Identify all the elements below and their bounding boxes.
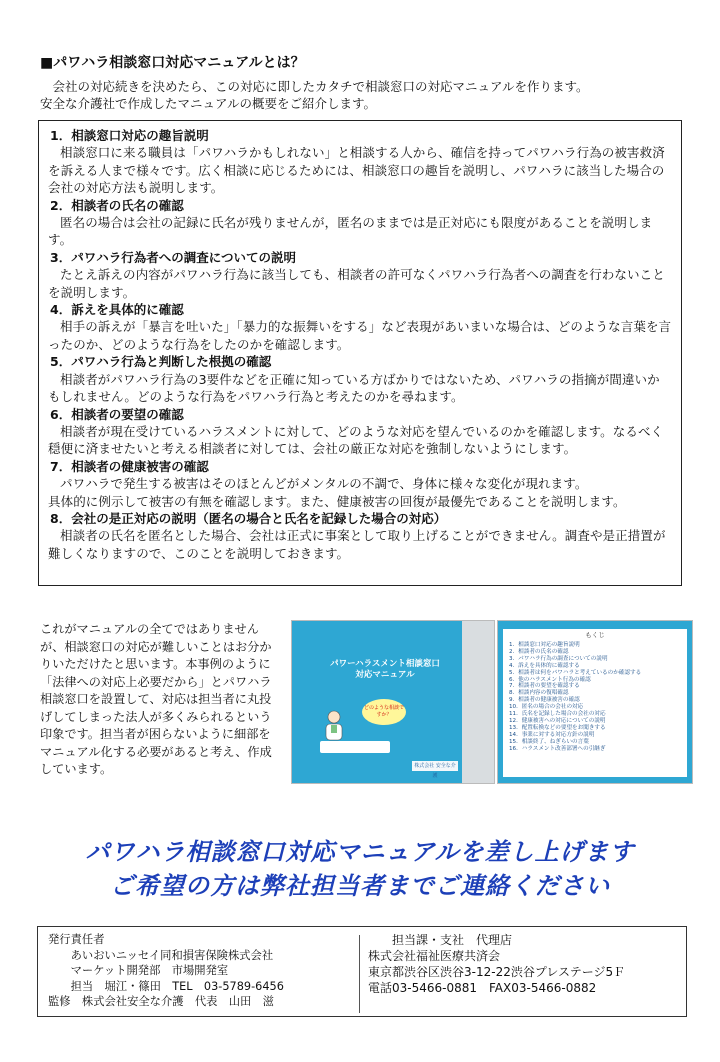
- toc-item: 4．訴えを具体的に確認する: [509, 662, 580, 669]
- agency-line: 東京都渋谷区渋谷3-12-22渋谷プレステージ5Ｆ: [368, 965, 626, 979]
- section-body: たとえ訴えの内容がパワハラ行為に該当しても、相談者の許可なくパワハラ行為者への調査を行わないことを説明します。: [48, 267, 665, 300]
- section-title: 8．会社の是正対応の説明（匿名の場合と氏名を記録した場合の対応）: [50, 510, 447, 526]
- publisher-line: 監修 株式会社安全な介護 代表 山田 滋: [48, 995, 274, 1008]
- toc-item: 12．健康被害への対応についての説明: [509, 717, 606, 724]
- offer-banner-line: ご希望の方は弊社担当者までご連絡ください: [110, 872, 610, 900]
- publisher-info: [48, 932, 284, 1010]
- toc-item: 6．他のハラスメント行為の確認: [509, 676, 591, 683]
- manual-cover-thumbnail: [291, 620, 495, 784]
- section-body: 相談者が現在受けているハラスメントに対して、どのような対応を望んでいるのかを確認します。なるべく穏便に済ませたいと考える相談者に対しては、会社の厳正な対応を強制しないようにします。: [48, 423, 664, 457]
- agency-line: 株式会社福祉医療共済会: [368, 949, 501, 963]
- toc-item: 1．相談窓口対応の趣旨説明: [509, 642, 580, 648]
- toc-item: 8．相談内容の復唱確認: [509, 690, 569, 697]
- cover-title-line: パワーハラスメント相談窓口: [330, 659, 440, 669]
- intro-line: 会社の対応続きを決めたら、この対応に即したカタチで相談窓口の対応マニュアルを作ります。: [40, 79, 589, 94]
- section-title: 4．訴えを具体的に確認: [50, 302, 184, 318]
- section-body: 匿名の場合は会社の記録に氏名が残りませんが，匿名のままでは是正対応にも限度があることを説明します。: [48, 215, 653, 248]
- publisher-line: 担当 堀江・篠田 TEL 03-5789-6456: [48, 979, 284, 993]
- section-body: 相談者の氏名を匿名とした場合、会社は正式に事案として取り上げることができません。調査や是正措置が難しくなりますので、このことを説明しておきます。: [48, 528, 666, 561]
- publisher-logo: 株式会社 安全な介護: [412, 761, 458, 771]
- toc-page: [503, 629, 687, 777]
- toc-title: もくじ: [585, 631, 605, 639]
- intro-line: 安全な介護社で作成したマニュアルの概要をご紹介します。: [40, 96, 377, 111]
- section-title: 6．相談者の要望の確認: [50, 406, 184, 422]
- desk-shape: [320, 741, 390, 753]
- toc-item: 5．相談者は何をパワハラと考えているのか確認する: [509, 669, 642, 676]
- section-title: 1．相談窓口対応の趣旨説明: [50, 128, 209, 143]
- toc-list: [503, 642, 687, 753]
- agency-info: [368, 932, 625, 996]
- publisher-footer: [37, 926, 687, 1017]
- toc-item: 16．ハラスメント改善部署への引継ぎ: [509, 745, 606, 752]
- cover-title: [310, 659, 460, 681]
- cover-side-strip: [462, 621, 494, 783]
- section-heading: ■パワハラ相談窓口対応マニュアルとは？: [40, 55, 305, 71]
- toc-item: 11．氏名を記録した場合の会社の対応: [509, 711, 606, 718]
- toc-item: 15．相談終了、ねぎらいの言葉: [509, 738, 589, 745]
- footer-divider: [359, 935, 360, 1013]
- section-title: 2．相談者の氏名の確認: [50, 197, 184, 213]
- toc-item: 3．パワハラ行為の調査についての説明: [509, 655, 608, 662]
- toc-item: 9．相談者の健康被害の確認: [509, 697, 580, 704]
- publisher-line: 発行責任者: [48, 933, 105, 946]
- toc-item: 10．匿名の場合の会社の対応: [509, 704, 584, 711]
- section-body: パワハラで発生する被害はそのほとんどがメンタルの不調で、身体に様々な変化が現れます。: [60, 476, 588, 492]
- manual-toc-thumbnail: [497, 620, 693, 784]
- toc-item: 13．配置転換などの要望をお聞きする: [509, 724, 606, 731]
- closing-paragraph: これがマニュアルの全てではありませんが、相談窓口の対応が難しいことはお分かりいただけたと思います。本事例のように「法律への対応上必要だから」とパワハラ相談窓口を設置して、対応は担当者に丸投げしてしまった法人が多くみられるという印象です。担当者が困らないように細部をマニュアル化する必要があると考え、作成しています。: [40, 622, 272, 776]
- section-body: 相手の訴えが「暴言を吐いた」「暴力的な振舞いをする」など表現があいまいな場合は、どのような言葉を言ったのか、どのような行為をしたのかを確認します。: [48, 319, 672, 352]
- section-title: 5．パワハラ行為と判断した根拠の確認: [50, 354, 272, 370]
- cover-title-line: 対応マニュアル: [355, 670, 415, 680]
- speech-bubble: どのような相談ですか？: [362, 699, 406, 725]
- toc-item: 7．相談者の要望を確認する: [509, 683, 580, 690]
- toc-item: 2．相談者の氏名の確認: [509, 648, 569, 655]
- intro-text: [40, 78, 690, 112]
- section-title: 3．パワハラ行為者への調査についての説明: [50, 249, 296, 265]
- publisher-line: あいおいニッセイ同和損害保険株式会社: [48, 948, 274, 962]
- offer-banner-line: パワハラ相談窓口対応マニュアルを差し上げます: [85, 838, 635, 866]
- publisher-line: マーケット開発部 市場開発室: [48, 964, 229, 977]
- section-body: 相談窓口に来る職員は「パワハラかもしれない」と相談する人から、確信を持ってパワハラ行為の被害救済を訴える人まで様々です。広く相談に応じるためには、相談窓口の趣旨を説明し、パワハラに該当した場合の会社の対応方法も説明します。: [48, 145, 665, 196]
- person-illustration-icon: [322, 709, 346, 743]
- toc-item: 14．事業に対する対応方針の説明: [509, 731, 595, 738]
- agency-line: 電話03-5466-0881 FAX03-5466-0882: [368, 981, 597, 995]
- section-title: 7．相談者の健康被害の確認: [50, 458, 209, 474]
- manual-outline-box: [38, 120, 682, 586]
- section-body: 相談者がパワハラ行為の3要件などを正確に知っている方ばかりではないため、パワハラの指摘が間違いかもしれません。どのような行為をパワハラ行為と考えたのかを尋ねます。: [48, 371, 660, 405]
- agency-line: 担当課・支社 代理店: [368, 933, 513, 947]
- section-body: 具体的に例示して被害の有無を確認します。また、健康被害の回復が最優先であることを説明します。: [48, 493, 626, 509]
